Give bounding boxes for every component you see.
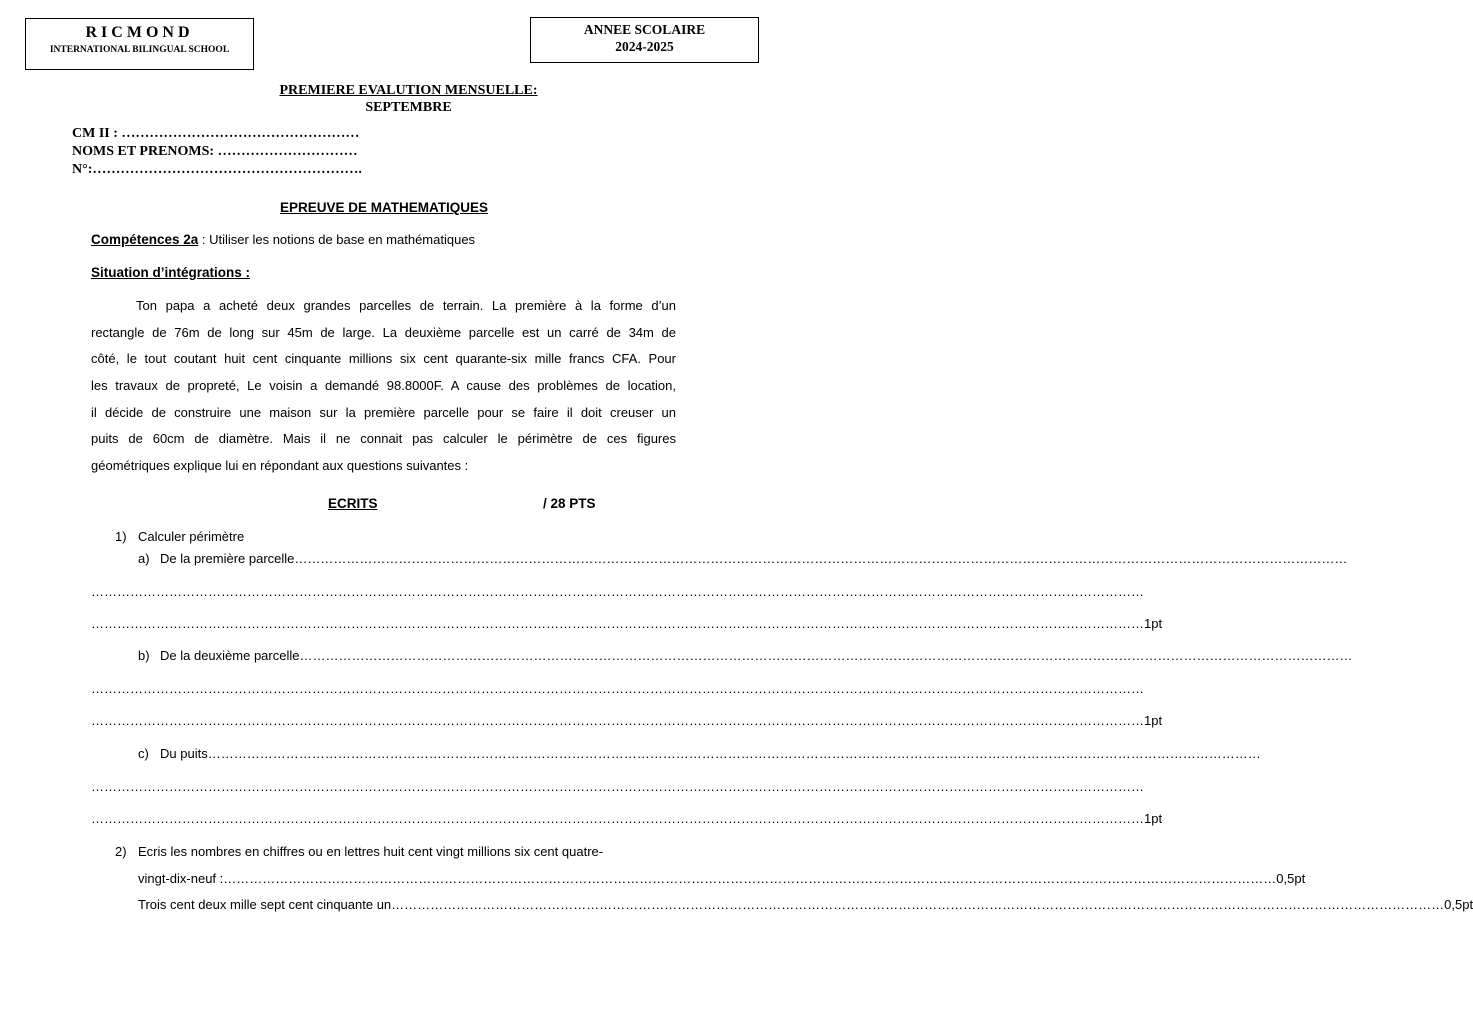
section-label: ECRITS bbox=[328, 496, 378, 511]
answer-line bbox=[91, 811, 1163, 826]
answer-dots: ……………………………………………………………………………………………………………………………………………………………………………………………………………………… bbox=[91, 616, 1144, 631]
situation-line: Ton papa a acheté deux grandes parcelles de terrain. La première à la forme d’un bbox=[136, 298, 676, 313]
answer-line bbox=[91, 681, 1144, 696]
evaluation-title: PREMIERE EVALUTION MENSUELLE: bbox=[279, 83, 538, 98]
school-year-label: ANNEE SCOLAIRE bbox=[583, 22, 706, 37]
subquestion-letter: a) bbox=[138, 551, 150, 566]
points-label: 0,5pt bbox=[1444, 897, 1473, 912]
competence-label: Compétences 2a bbox=[91, 232, 199, 247]
answer-dots: ……………………………………………………………………………………………………………………………………………………………………………………………………………………… bbox=[223, 871, 1277, 886]
question-number: 2) bbox=[115, 844, 127, 859]
number-field: N°:…………………………………………………. bbox=[72, 162, 362, 177]
class-field: CM II : …………………………………………… bbox=[72, 126, 360, 141]
question-text-continued: vingt-dix-neuf : bbox=[138, 871, 224, 886]
situation-line: côté, le tout coutant huit cent cinquante millions six cent quarante-six mille francs CFA. Pour bbox=[91, 351, 676, 366]
situation-line: géométriques explique lui en répondant aux questions suivantes : bbox=[91, 458, 469, 473]
answer-line bbox=[160, 551, 1348, 566]
points-label: 0,5pt bbox=[1276, 871, 1306, 886]
school-header-box bbox=[25, 18, 254, 70]
exam-title: EPREUVE DE MATHEMATIQUES bbox=[279, 200, 489, 215]
answer-line bbox=[91, 584, 1144, 599]
subquestion-text: De la première parcelle bbox=[160, 551, 295, 566]
answer-line bbox=[91, 713, 1163, 728]
answer-line bbox=[138, 897, 1473, 912]
subquestion-letter: b) bbox=[138, 648, 150, 663]
situation-title: Situation d’intégrations : bbox=[91, 265, 250, 280]
situation-line: rectangle de 76m de long sur 45m de large. La deuxième parcelle est un carré de 34m de bbox=[91, 325, 676, 340]
competence-text: : Utiliser les notions de base en mathématiques bbox=[198, 232, 476, 247]
answer-dots: ……………………………………………………………………………………………………………………………………………………………………………………………………………………… bbox=[91, 779, 1144, 794]
answer-line bbox=[91, 779, 1144, 794]
evaluation-month: SEPTEMBRE bbox=[365, 100, 452, 115]
answer-dots: ……………………………………………………………………………………………………………………………………………………………………………………………………………………… bbox=[294, 551, 1348, 566]
subquestion-letter: c) bbox=[138, 746, 149, 761]
competence-line bbox=[91, 232, 475, 247]
situation-line: les travaux de propreté, Le voisin a demandé 98.8000F. A cause des problèmes de location, bbox=[91, 378, 676, 393]
answer-dots: ……………………………………………………………………………………………………………………………………………………………………………………………………………………… bbox=[91, 584, 1144, 599]
answer-dots: ……………………………………………………………………………………………………………………………………………………………………………………………………………………… bbox=[207, 746, 1261, 761]
answer-line bbox=[138, 871, 1306, 886]
answer-dots: ……………………………………………………………………………………………………………………………………………………………………………………………………………………… bbox=[91, 811, 1144, 826]
question-number: 1) bbox=[115, 529, 127, 544]
names-field: NOMS ET PRENOMS: ………………………… bbox=[72, 144, 358, 159]
answer-dots: ……………………………………………………………………………………………………………………………………………………………………………………………………………………… bbox=[91, 713, 1144, 728]
section-points: / 28 PTS bbox=[543, 496, 596, 511]
situation-line: puits de 60cm de diamètre. Mais il ne connait pas calculer le périmètre de ces figures bbox=[91, 431, 676, 446]
school-year-value: 2024-2025 bbox=[615, 39, 674, 54]
points-label: 1pt bbox=[1144, 811, 1163, 826]
school-subtitle: INTERNATIONAL BILINGUAL SCHOOL bbox=[49, 45, 230, 55]
answer-dots: ……………………………………………………………………………………………………………………………………………………………………………………………………………………… bbox=[91, 681, 1144, 696]
situation-line: il décide de construire une maison sur la première parcelle pour se faire il doit creuser un bbox=[91, 405, 676, 420]
answer-dots: ……………………………………………………………………………………………………………………………………………………………………………………………………………………… bbox=[391, 897, 1445, 912]
subquestion-text: Du puits bbox=[160, 746, 208, 761]
answer-line bbox=[160, 648, 1353, 663]
subquestion-text: De la deuxième parcelle bbox=[160, 648, 300, 663]
points-label: 1pt bbox=[1144, 713, 1163, 728]
question-text: Calculer périmètre bbox=[138, 529, 245, 544]
school-name: RICMOND bbox=[85, 24, 194, 41]
answer-line bbox=[160, 746, 1261, 761]
answer-dots: ……………………………………………………………………………………………………………………………………………………………………………………………………………………… bbox=[299, 648, 1353, 663]
school-year-box bbox=[530, 17, 759, 63]
answer-line bbox=[91, 616, 1163, 631]
points-label: 1pt bbox=[1144, 616, 1163, 631]
question-text-continued: Trois cent deux mille sept cent cinquante un bbox=[138, 897, 392, 912]
question-text: Ecris les nombres en chiffres ou en lettres huit cent vingt millions six cent quatre- bbox=[138, 844, 604, 859]
